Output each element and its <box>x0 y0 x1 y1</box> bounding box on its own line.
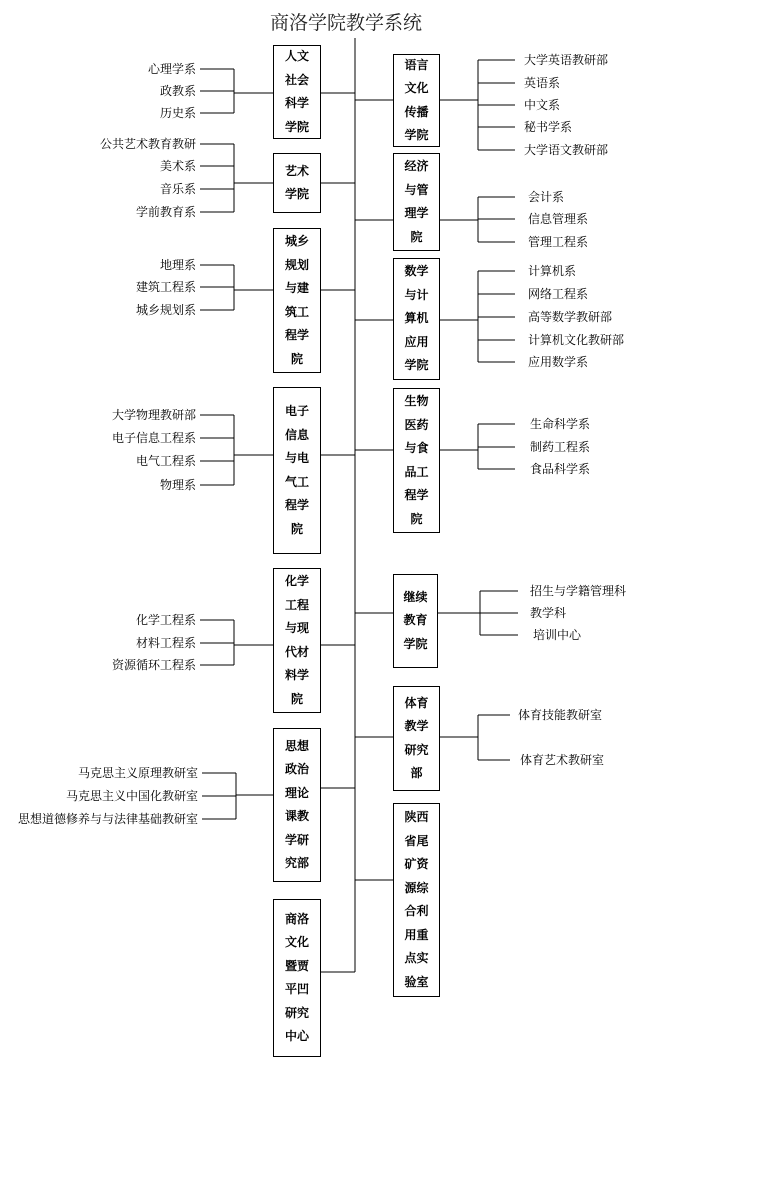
college-label: 城乡规划与建筑工程学院 <box>284 234 309 366</box>
college-box-electronics[interactable] <box>273 387 321 554</box>
department-label: 地理系 <box>159 258 196 272</box>
department-label: 大学英语教研部 <box>524 53 609 67</box>
college-label: 继续教育学院 <box>403 589 428 651</box>
department-label: 信息管理系 <box>528 212 589 226</box>
college-box-urban-planning[interactable] <box>273 228 321 373</box>
department-label: 音乐系 <box>159 182 196 196</box>
department-label: 心理学系 <box>147 62 196 76</box>
department-label: 资源循环工程系 <box>111 658 196 672</box>
college-label: 生物医药与食品工程学院 <box>404 394 429 526</box>
college-box-continuing-edu[interactable] <box>393 574 438 668</box>
department-label: 美术系 <box>159 159 196 173</box>
department-label: 高等数学教研部 <box>528 310 613 324</box>
department-label: 英语系 <box>524 76 561 90</box>
department-label: 中文系 <box>524 98 561 112</box>
department-label: 制药工程系 <box>530 440 591 454</box>
college-label: 商洛文化暨贾平凹研究中心 <box>284 911 309 1043</box>
college-box-language[interactable] <box>393 54 440 147</box>
department-label: 体育技能教研室 <box>518 708 603 722</box>
college-box-math-computer[interactable] <box>393 258 440 380</box>
college-box-chemistry[interactable] <box>273 568 321 713</box>
college-label: 艺术学院 <box>284 163 309 201</box>
department-label: 会计系 <box>528 190 565 204</box>
college-box-economics[interactable] <box>393 153 440 251</box>
department-label: 公共艺术教育教研 <box>99 137 196 151</box>
department-label: 电气工程系 <box>135 454 196 468</box>
diagram-title: 商洛学院教学系统 <box>270 12 423 34</box>
department-label: 马克思主义原理教研室 <box>77 766 198 780</box>
department-label: 秘书学系 <box>524 120 573 134</box>
department-label: 大学物理教研部 <box>111 408 196 422</box>
department-label: 生命科学系 <box>530 417 591 431</box>
department-label: 管理工程系 <box>528 235 589 249</box>
department-label: 城乡规划系 <box>135 303 196 317</box>
department-label: 学前教育系 <box>135 205 196 219</box>
department-label: 教学科 <box>530 606 567 620</box>
college-box-tailings-lab[interactable] <box>393 803 440 997</box>
department-label: 电子信息工程系 <box>111 431 196 445</box>
department-label: 历史系 <box>159 106 196 120</box>
college-box-arts[interactable] <box>273 153 321 213</box>
department-label: 体育艺术教研室 <box>520 753 605 767</box>
department-label: 马克思主义中国化教研室 <box>65 789 198 803</box>
college-label: 经济与管理学院 <box>404 159 429 244</box>
department-label: 培训中心 <box>533 628 582 642</box>
college-box-humanities[interactable] <box>273 45 321 139</box>
department-label: 招生与学籍管理科 <box>530 584 627 598</box>
college-label: 陕西省尾矿资源综合利用重点实验室 <box>404 810 429 989</box>
college-label: 化学工程与现代材料学院 <box>284 574 309 706</box>
department-label: 食品科学系 <box>530 462 591 476</box>
department-label: 政教系 <box>159 84 196 98</box>
college-box-biology[interactable] <box>393 388 440 533</box>
college-box-shangluo-culture[interactable] <box>273 899 321 1057</box>
college-box-ideology[interactable] <box>273 728 321 882</box>
college-box-physical-edu[interactable] <box>393 686 440 791</box>
department-label: 网络工程系 <box>528 287 589 301</box>
department-label: 计算机系 <box>528 264 577 278</box>
department-label: 思想道德修养与与法律基础教研室 <box>17 812 198 826</box>
department-label: 材料工程系 <box>135 636 196 650</box>
department-label: 大学语文教研部 <box>524 143 609 157</box>
college-label: 体育教学研究部 <box>404 695 429 780</box>
college-label: 电子信息与电气工程学院 <box>284 404 309 536</box>
department-label: 化学工程系 <box>135 613 196 627</box>
department-label: 物理系 <box>159 478 196 492</box>
department-label: 应用数学系 <box>528 355 589 369</box>
college-label: 思想政治理论课教学研究部 <box>284 738 309 870</box>
department-label: 计算机文化教研部 <box>528 333 625 347</box>
department-label: 建筑工程系 <box>135 280 196 294</box>
college-label: 语言文化传播学院 <box>404 57 429 142</box>
college-label: 人文社会科学学院 <box>284 49 309 134</box>
college-label: 数学与计算机应用学院 <box>404 264 429 373</box>
